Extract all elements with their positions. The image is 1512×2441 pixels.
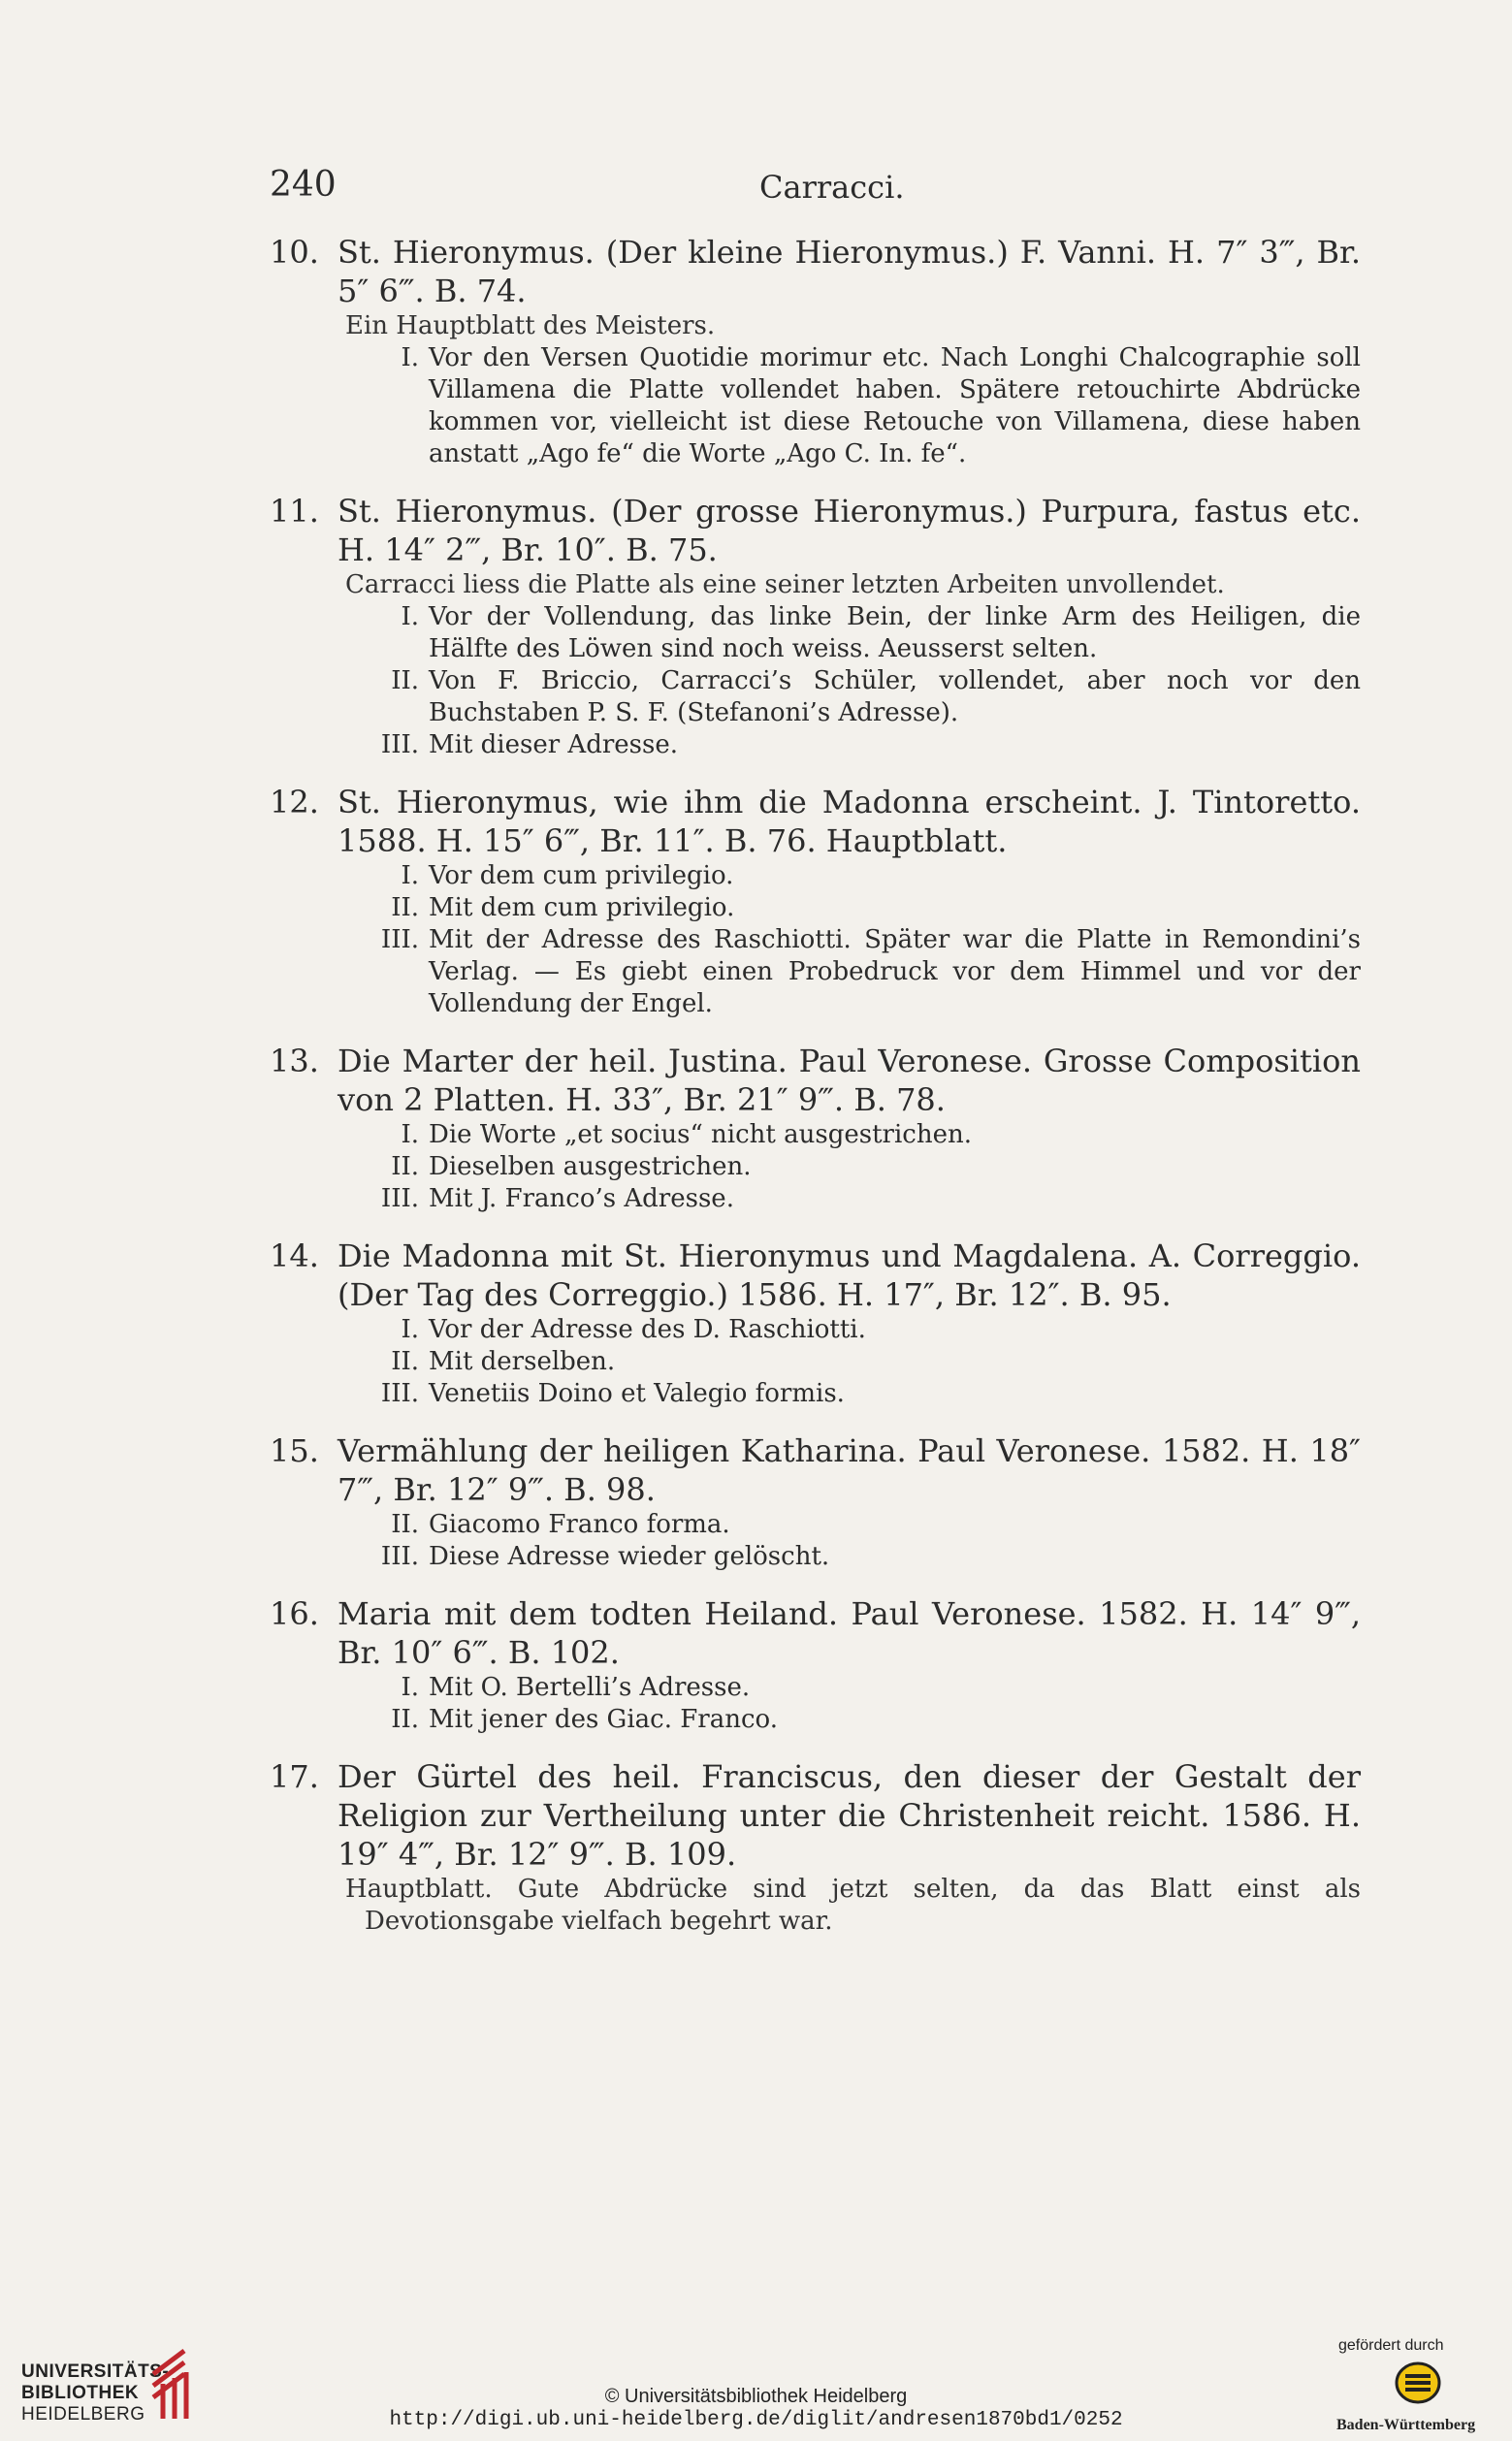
entry-number: 17.	[270, 1758, 319, 1795]
catalogue-entry	[270, 233, 1361, 470]
entry-number: 10.	[270, 234, 319, 271]
state-list	[270, 342, 1361, 470]
library-line-1: UNIVERSITÄTS-	[21, 2361, 170, 2382]
state-text: Die Worte „et socius“ nicht ausgestrichen.	[429, 1120, 972, 1149]
funder-name: Baden-Württemberg	[1336, 2417, 1476, 2433]
state-item	[270, 601, 1361, 665]
catalogue-entry	[270, 1431, 1361, 1573]
state-list	[270, 860, 1361, 1020]
state-item	[270, 1541, 1361, 1573]
state-numeral: I.	[401, 1315, 419, 1344]
state-text: Giacomo Franco forma.	[429, 1510, 730, 1539]
state-text: Mit dieser Adresse.	[429, 730, 678, 759]
state-item	[270, 1314, 1361, 1346]
state-item	[270, 1183, 1361, 1215]
state-text: Von F. Briccio, Carracci’s Schüler, vollendet, aber noch vor den Buchstaben P. S. F. (Stefanoni’s Adresse).	[429, 666, 1361, 727]
entry-heading	[270, 1594, 1361, 1672]
state-item	[270, 892, 1361, 924]
state-numeral: I.	[401, 1673, 419, 1702]
entry-number: 16.	[270, 1595, 319, 1632]
state-numeral: I.	[401, 861, 419, 890]
entry-heading	[270, 492, 1361, 569]
entry-title: Die Madonna mit St. Hieronymus und Magdalena. A. Correggio. (Der Tag des Correggio.) 1586. H. 17″, Br. 12″. B. 95.	[338, 1237, 1361, 1313]
coat-of-arms-icon	[1394, 2359, 1442, 2411]
state-text: Mit O. Bertelli’s Adresse.	[429, 1673, 751, 1702]
state-text: Mit dem cum privilegio.	[429, 893, 735, 922]
entry-note: Ein Hauptblatt des Meisters.	[345, 311, 716, 340]
entry-note: Carracci liess die Platte als eine seiner letzten Arbeiten unvollendet.	[345, 570, 1225, 599]
entry-title: Maria mit dem todten Heiland. Paul Veronese. 1582. H. 14″ 9‴, Br. 10″ 6‴. B. 102.	[338, 1595, 1361, 1671]
state-item	[270, 1378, 1361, 1410]
entry-note: Hauptblatt. Gute Abdrücke sind jetzt selten, da das Blatt einst als Devotionsgabe vielfach begehrt war.	[345, 1875, 1361, 1936]
state-text: Vor den Versen Quotidie morimur etc. Nach Longhi Chalcographie soll Villamena die Platte vollendet haben. Spätere retouchirte Abdrücke kommen vor, vielleicht ist diese Retouche von Villamena, diese haben anstatt „Ago fe“ die Worte „Ago C. In. fe“.	[429, 343, 1361, 468]
entry-title: Vermählung der heiligen Katharina. Paul Veronese. 1582. H. 18″ 7‴, Br. 12″ 9‴. B. 98.	[338, 1432, 1361, 1508]
catalogue-entry	[270, 1757, 1361, 1938]
page-number: 240	[270, 165, 337, 205]
entry-heading	[270, 1237, 1361, 1314]
state-list	[270, 1509, 1361, 1573]
state-numeral: II.	[391, 1152, 419, 1181]
state-numeral: III.	[380, 1184, 419, 1213]
entry-title: St. Hieronymus. (Der grosse Hieronymus.) Purpura, fastus etc. H. 14″ 2‴, Br. 10″. B. 75.	[338, 493, 1361, 568]
running-head: Carracci.	[759, 169, 905, 206]
entry-title: St. Hieronymus, wie ihm die Madonna erscheint. J. Tintoretto. 1588. H. 15″ 6‴, Br. 11″. B. 76. Hauptblatt.	[338, 784, 1361, 859]
entry-heading	[270, 1757, 1361, 1874]
entry-number: 13.	[270, 1043, 319, 1079]
state-list	[270, 601, 1361, 761]
state-item	[270, 1346, 1361, 1378]
entry-number: 14.	[270, 1237, 319, 1274]
entry-heading	[270, 1431, 1361, 1509]
entry-heading	[270, 1042, 1361, 1119]
catalogue-entry	[270, 1594, 1361, 1736]
catalogue-entry	[270, 1042, 1361, 1215]
state-numeral: II.	[391, 1347, 419, 1376]
state-text: Venetiis Doino et Valegio formis.	[429, 1379, 845, 1408]
library-line-3: HEIDELBERG	[21, 2404, 145, 2425]
entry-title: Die Marter der heil. Justina. Paul Veronese. Grosse Composition von 2 Platten. H. 33″, Br. 21″ 9‴. B. 78.	[338, 1043, 1361, 1118]
state-text: Mit derselben.	[429, 1347, 616, 1376]
state-numeral: I.	[401, 602, 419, 631]
library-line-2: BIBLIOTHEK	[21, 2383, 140, 2403]
state-text: Vor der Adresse des D. Raschiotti.	[429, 1315, 866, 1344]
entry-heading	[270, 783, 1361, 860]
state-text: Mit J. Franco’s Adresse.	[429, 1184, 734, 1213]
state-numeral: I.	[401, 343, 419, 372]
state-numeral: II.	[391, 1510, 419, 1539]
state-list	[270, 1119, 1361, 1215]
state-numeral: I.	[401, 1120, 419, 1149]
page-header	[270, 165, 1361, 213]
state-item	[270, 665, 1361, 729]
catalogue-entry	[270, 492, 1361, 761]
state-numeral: III.	[380, 1379, 419, 1408]
permalink-url[interactable]: http://digi.ub.uni-heidelberg.de/diglit/andresen1870bd1/0252	[389, 2409, 1123, 2431]
state-numeral: III.	[380, 1542, 419, 1571]
state-item	[270, 1509, 1361, 1541]
state-item	[270, 1119, 1361, 1151]
state-numeral: III.	[380, 925, 419, 954]
catalogue-entry	[270, 1237, 1361, 1410]
state-item	[270, 1704, 1361, 1736]
entry-heading	[270, 233, 1361, 310]
state-numeral: II.	[391, 893, 419, 922]
state-text: Vor dem cum privilegio.	[429, 861, 734, 890]
state-text: Vor der Vollendung, das linke Bein, der linke Arm des Heiligen, die Hälfte des Löwen sind noch weiss. Aeusserst selten.	[429, 602, 1361, 663]
state-numeral: III.	[380, 730, 419, 759]
state-item	[270, 1672, 1361, 1704]
state-list	[270, 1314, 1361, 1410]
state-item	[270, 860, 1361, 892]
state-item	[270, 729, 1361, 761]
state-list	[270, 1672, 1361, 1736]
entry-number: 12.	[270, 784, 319, 820]
state-item	[270, 924, 1361, 1020]
state-numeral: II.	[391, 1705, 419, 1734]
copyright-notice: © Universitätsbibliothek Heidelberg	[604, 2386, 908, 2407]
state-item	[270, 1151, 1361, 1183]
state-item	[270, 342, 1361, 470]
state-text: Mit der Adresse des Raschiotti. Später war die Platte in Remondini’s Verlag. — Es giebt einen Probedruck vor dem Himmel und vor der Vollendung der Engel.	[429, 925, 1361, 1018]
catalogue-entry	[270, 783, 1361, 1020]
funded-by-label: gefördert durch	[1338, 2337, 1444, 2354]
entry-title: Der Gürtel des heil. Franciscus, den dieser der Gestalt der Religion zur Vertheilung unter die Christenheit reicht. 1586. H. 19″ 4‴, Br. 12″ 9‴. B. 109.	[338, 1758, 1361, 1873]
state-text: Dieselben ausgestrichen.	[429, 1152, 752, 1181]
state-text: Mit jener des Giac. Franco.	[429, 1705, 778, 1734]
state-numeral: II.	[391, 666, 419, 695]
state-text: Diese Adresse wieder gelöscht.	[429, 1542, 830, 1571]
entry-title: St. Hieronymus. (Der kleine Hieronymus.) F. Vanni. H. 7″ 3‴, Br. 5″ 6‴. B. 74.	[338, 234, 1361, 309]
catalogue-entries	[270, 233, 1361, 1959]
entry-number: 15.	[270, 1432, 319, 1469]
entry-number: 11.	[270, 493, 319, 530]
